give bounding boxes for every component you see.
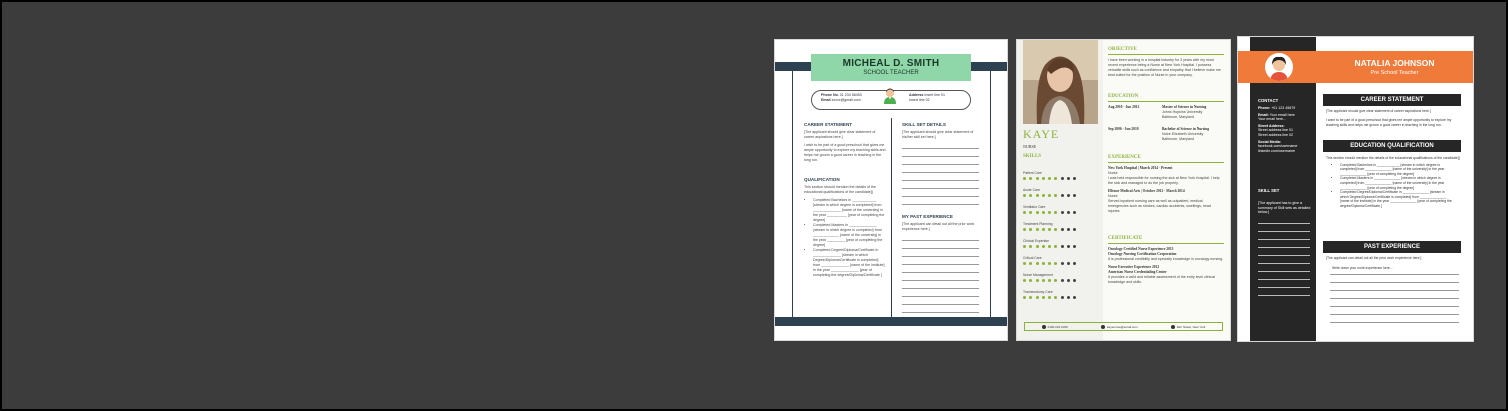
skill-rating [1023,211,1099,214]
profile-photo [1023,40,1098,124]
skills-heading: SKILLS [1023,154,1042,159]
name-box [811,54,971,81]
experience-heading: MY PAST EXPERIENCE [902,214,953,219]
gallery-canvas [2,2,1506,409]
qualification-item: • Completed Masters in ______________ (stream in which degree is completed) from _____________ [name of the university] in the year _________ [year of completing the degree] [813,223,885,248]
address-line-1: Insert line 01 [924,93,945,97]
phone-icon [1042,325,1046,329]
skill-rating [1023,262,1099,265]
skill-row [1023,205,1099,214]
email-label: Email [821,98,831,102]
skill-rating [1023,194,1099,197]
skill-row [1023,239,1099,248]
experience-text: [The applicant can detail out all the prior work experience here.] [1326,256,1422,260]
skill-row [1023,290,1099,299]
education-section [1326,156,1460,209]
skill-row [1023,171,1099,180]
education-item: • Completed Degree/Diploma/Certificate in ______________ [stream in which Degree/Diploma/Certificate is completed] from ______________ [name of the institute] in the year ______________ [year of completing the degree/Diploma/Certificate ] [1340,190,1454,208]
resume-name: MICHEAL D. SMITH [842,58,940,69]
right-rule [990,71,991,317]
skill-rating [1023,279,1099,282]
education-text: This section should mention the details of the educational qualifications of the candidate]] [1326,156,1460,160]
education-dates: Sep 2006 - Jun 2010 [1108,127,1139,131]
qualification-item: • Completed Bachelors in ____________ [stream in which degree is completed] from ______________ [name of the university] in the year __________ [year of completing the degree] [813,198,885,223]
skill-label: Tracheostomy Care [1023,290,1053,294]
experience-section [1108,155,1224,214]
certificate-section [1108,236,1224,285]
education-heading: EDUCATION QUALIFICATION [1323,140,1461,152]
email-icon [1101,325,1105,329]
resume-thumbnail-school-teacher[interactable] [775,40,1007,340]
address-label: Street Address: [1258,123,1285,128]
email-value: Your email here [1269,112,1295,117]
career-text-2: I wish to be part of a good preschool that gives me ample opportunity to explore my teaching skills and helps me groom a good career in teaching in the long run. [804,143,886,162]
certificate-title: Nurse Executive Experience 2012 [1108,265,1160,269]
certificate-heading: CERTIFICATE [1108,236,1224,244]
objective-heading: OBJECTIVE [1108,47,1224,55]
skill-label: Ventilator Care [1023,205,1046,209]
education-degree: Bachelor of Science in Nursing [1162,127,1210,131]
contact-details [1258,106,1314,153]
social-link-1: facebook.com/username [1258,144,1298,149]
experience-text: [The applicant can detail out all the prior work experience here.] [902,222,975,231]
skill-rating [1023,245,1099,248]
skill-label: Clinical Expertise [1023,239,1050,243]
phone-value: +01 123 45679 [1271,106,1296,110]
social-link-2: linkedin.com/username [1258,148,1295,153]
skill-heading: SKILL SET DETAILS [902,122,946,127]
career-heading: CAREER STATEMENT [1323,94,1461,106]
experience-text-2: Write down your work experience here... [1332,266,1393,270]
footer-address: Elm Street, New York [1176,324,1206,329]
address-line-2: Insert line 02 [909,98,930,102]
contact-footer [1024,322,1223,331]
qualification-item: • Completed Degree/Diploma/Certificate in ______________ [stream in which Degree/Diploma/Certificate is completed] from ______________ [name of the institute] in the year ______________ [year of completing the degree/Diploma/Certificate ] [813,248,885,278]
career-text: [The applicant should give clear statement of career aspirations here.] [1326,109,1431,113]
skill-row [1023,222,1099,231]
skill-text: [The applicant should give clear statement of his/her skill set here.] [902,130,974,139]
certificate-text: It is professional credibility and specialty knowledge in oncology nursing. [1108,257,1224,261]
objective-text: I have been working in a hospital industry for 3 years with my most recent experience being a Nurse at New York Hospital. I possess versatile skills such as confidence and empathy that I believe make me best suited for the position of Nurse in your company. [1108,58,1221,77]
education-degree: Master of Science in Nursing [1162,105,1207,109]
career-heading: CAREER STATEMENT [804,122,853,127]
skill-label: Critical Care [1023,256,1042,260]
certificate-title: Oncology Certified Nurse Experience 2013 [1108,247,1174,251]
phone-label: Phone No. [821,93,839,97]
contact-heading: CONTACT [1258,98,1279,103]
phone-label: Phone: [1258,106,1271,110]
email-label: Email: [1258,112,1269,117]
education-school: Johns Hopkins University [1162,110,1203,114]
experience-heading: EXPERIENCE [1108,155,1224,163]
email-value: xxxxx@gmail.com [831,98,861,102]
experience-role: Nurse [1108,194,1118,198]
experience-heading: PAST EXPERIENCE [1323,241,1461,253]
skill-row [1023,256,1099,265]
footer-phone: 0100 224 1000 [1047,324,1068,329]
resume-role: SCHOOL TEACHER [863,70,919,76]
resume-name: NATALIA JOHNSON [1354,58,1435,68]
skill-label: Acute Care [1023,188,1040,192]
skill-text: [The applicant has to give a summary of Skill sets as detailed below.] [1258,201,1311,215]
education-dates: Aug 2010 - Jun 2012 [1108,105,1140,109]
email-value-2: Your email here... [1258,117,1287,122]
resume-role: Pre School Teacher [1370,70,1419,76]
education-school: Notre Elizabeth University [1162,132,1204,136]
career-text: [The applicant should give clear statement of career aspirations here.] [804,130,876,139]
education-city: Baltimore, Maryland [1162,137,1194,141]
education-item: • Completed Masters in ______________ [stream in which degree is completed] from ______________ [name of the university] in the year ______________ [year of completing the degree] [1340,176,1454,190]
resume-thumbnail-preschool-teacher[interactable] [1238,37,1473,341]
experience-title: New York Hospital | March 2014 - Present [1108,166,1173,170]
education-section [1108,94,1224,142]
skill-rating [1023,296,1099,299]
skill-rating [1023,228,1099,231]
education-heading: EDUCATION [1108,94,1224,102]
experience-role: Nurse [1108,171,1118,175]
resume-role: NURSE [1023,144,1037,149]
skill-row [1023,273,1099,282]
experience-lines [902,240,979,313]
skill-label: Patient Care [1023,171,1042,175]
address-line-1: Street address line 01 [1258,128,1293,133]
skill-label: Nurse Management [1023,273,1053,277]
experience-text: I was held responsible for nursing the sick at New York Hospital. I help the sick and managed to do the job properly. [1108,176,1220,185]
address-label: Address [909,93,924,97]
resume-name: KAYE [1023,127,1060,141]
skill-rating [1023,177,1099,180]
skill-row [1023,188,1099,197]
qualification-text: This section should mention the details of the educational qualifications of the candidate]] [804,185,876,194]
education-item: • Completed Bachelors in ____________ [stream in which degree is completed] from ______________ [name of the university] in the year ______________ [year of completing the degree] [1340,163,1454,177]
left-rule [792,71,793,317]
location-icon [1171,325,1175,329]
skill-lines [902,148,979,205]
profile-avatar-icon [1265,53,1293,81]
skill-heading: SKILL SET [1258,188,1280,193]
qualification-heading: QUALIFICATION [804,177,840,182]
education-city: Baltimore, Maryland [1162,115,1194,119]
phone-value: 01 234 56453 [839,93,862,97]
social-label: Social Media: [1258,139,1281,144]
footer-email: kayenurse@email.com [1107,324,1138,329]
certificate-text: It provides a valid and reliable assessment of the entry level clinical knowledge and skills. [1108,275,1215,284]
experience-text: Served inpatient nursing care as well as outpatient, medical emergencies such as strokes, cardiac accidents, swellings, head injuries. [1108,199,1211,213]
teacher-avatar-icon [883,88,897,104]
certificate-org: Oncology Nursing Certification Corporation [1108,252,1177,256]
career-text-2: I want to be part of a good preschool that gives me ample opportunity to explore my teaching skills and helps me groom a good career in teaching in the long run. [1326,118,1452,127]
objective-section [1108,47,1224,78]
address-line-2: Street address line 02 [1258,132,1293,137]
skill-label: Treatment Planning [1023,222,1053,226]
certificate-org: American Nurse Credentialing Center [1108,270,1167,274]
column-divider [891,118,892,317]
footer-bar [775,317,1007,326]
experience-title: Ellenor Medical Arts | October 2012 - March 2014 [1108,189,1185,193]
resume-thumbnail-nurse[interactable] [1017,40,1230,340]
